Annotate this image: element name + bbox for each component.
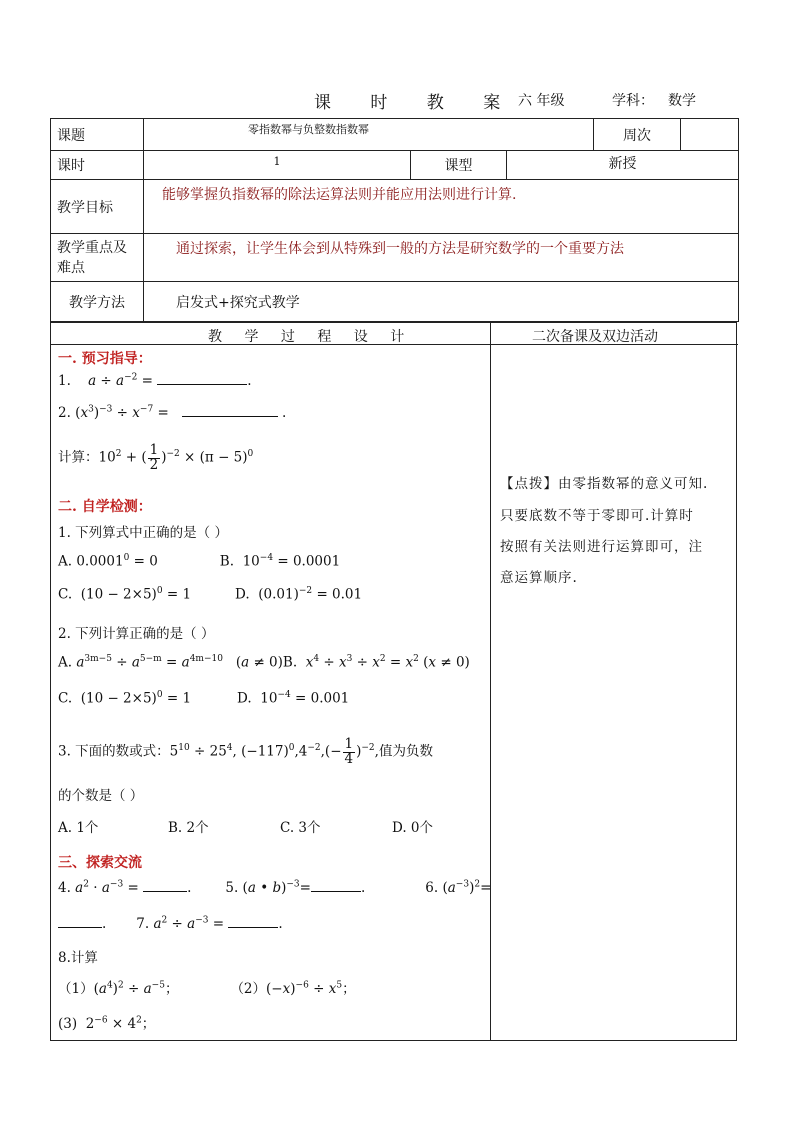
note-line-3: 按照有关法则进行运算即可，注 (500, 539, 703, 555)
section-explore: 三、探索交流 (58, 855, 142, 871)
check-q2-options-ab: A. $a^{3m-5} \div a^{5-m} = a^{4m-10}$ (a ≠ 0)B. $x^4 \div x^3 \div x^2 = x^2$ (x ≠ 0) (58, 654, 470, 671)
explore-q8-part-3: (3) $2^{-6} \times 4^2$； (58, 1015, 156, 1032)
method-label: 教学方法 (51, 282, 144, 322)
key-label: 教学重点及难点 (51, 234, 144, 282)
week-label: 周次 (594, 119, 681, 150)
section-preview: 一. 预习指导： (58, 351, 152, 367)
check-question-3-cont: 的个数是（ ） (58, 788, 144, 804)
check-q1-options-ab: A. $0.0001^0 = 0$ B. $10^{-4} = 0.0001$ (58, 553, 341, 570)
note-line-4: 意运算顺序. (500, 570, 578, 586)
explore-q8: 8.计算 (58, 950, 98, 966)
type-label: 课型 (411, 151, 507, 180)
explore-q8-parts-1-2: $(1)(a^4)^2 \div a^{-5}$； $(2)(-x)^{-6} \div x^5$； (58, 980, 356, 997)
left-column-header: 教 学 过 程 设 计 (208, 329, 405, 345)
subject-label: 学科： (612, 93, 654, 109)
process-frame (50, 322, 737, 1041)
hours-label: 课时 (51, 151, 144, 180)
method-value: 启发式+探究式教学 (144, 282, 739, 322)
lesson-info-table (50, 118, 739, 322)
check-q3-option-c: C. 3个 (280, 820, 321, 836)
note-line-1: 【点拨】由零指数幂的意义可知. (500, 476, 709, 492)
calc-question: 计算：$10^2$ + ( $\frac{1}{2}$ )$^{-2} \times (\pi - 5)^0$ (58, 442, 254, 473)
column-divider (490, 322, 491, 1041)
explore-q4-q6: 4. $a^2 \cdot a^{-3}$ = . 5. (a • b)$^{-3}$= . 6. $(a^{-3})^2=$ (58, 879, 492, 896)
check-question-3: 3. 下面的数或式：$5^{10} \div 25^4$, $(-117)^0,4^{-2},(-$ $\frac{1}{4}$ )$^{-2}$,值为负数 (58, 736, 433, 767)
right-column-header: 二次备课及双边活动 (532, 329, 658, 345)
page-title: 课 时 教 案 (314, 93, 518, 113)
key-value: 通过探索，让学生体会到从特殊到一般的方法是研究数学的一个重要方法 (144, 234, 739, 282)
question-2: 2. $(x^3)^{-3} \div x^{-7}$ = . (58, 404, 287, 421)
subject-value: 数学 (668, 93, 696, 109)
topic-cell (144, 119, 594, 151)
check-question-2: 2. 下列计算正确的是（ ） (58, 626, 215, 642)
topic-value: 零指数幂与负整数指数幂 (248, 123, 369, 136)
hours-value: 1 (273, 155, 281, 168)
grade-text: 六 年级 (518, 93, 565, 109)
type-value: 新授 (507, 151, 739, 180)
question-1: 1. $a \div a^{-2}$ = . (58, 372, 252, 389)
week-value (681, 119, 738, 150)
goal-label: 教学目标 (51, 180, 144, 234)
check-q2-options-cd: C. $(10 - 2\times 5)^0 = 1$ D. $10^{-4} = 0.001$ (58, 690, 350, 707)
check-q3-option-b: B. 2个 (168, 820, 209, 836)
check-q3-option-d: D. 0个 (392, 820, 434, 836)
explore-q6-q7: . 7. $a^2 \div a^{-3}$ = . (58, 915, 283, 932)
section-self-check: 二. 自学检测： (58, 499, 152, 515)
goal-value: 能够掌握负指数幂的除法运算法则并能应用法则进行计算. (144, 180, 739, 234)
check-q1-options-cd: C. $(10 - 2\times 5)^0 = 1$ D. $(0.01)^{-2} = 0.01$ (58, 586, 363, 603)
check-question-1: 1. 下列算式中正确的是（ ） (58, 525, 228, 541)
check-q3-option-a: A. 1个 (58, 820, 99, 836)
note-line-2: 只要底数不等于零即可.计算时 (500, 508, 694, 524)
topic-label: 课题 (51, 119, 144, 151)
week-cell (594, 119, 739, 151)
